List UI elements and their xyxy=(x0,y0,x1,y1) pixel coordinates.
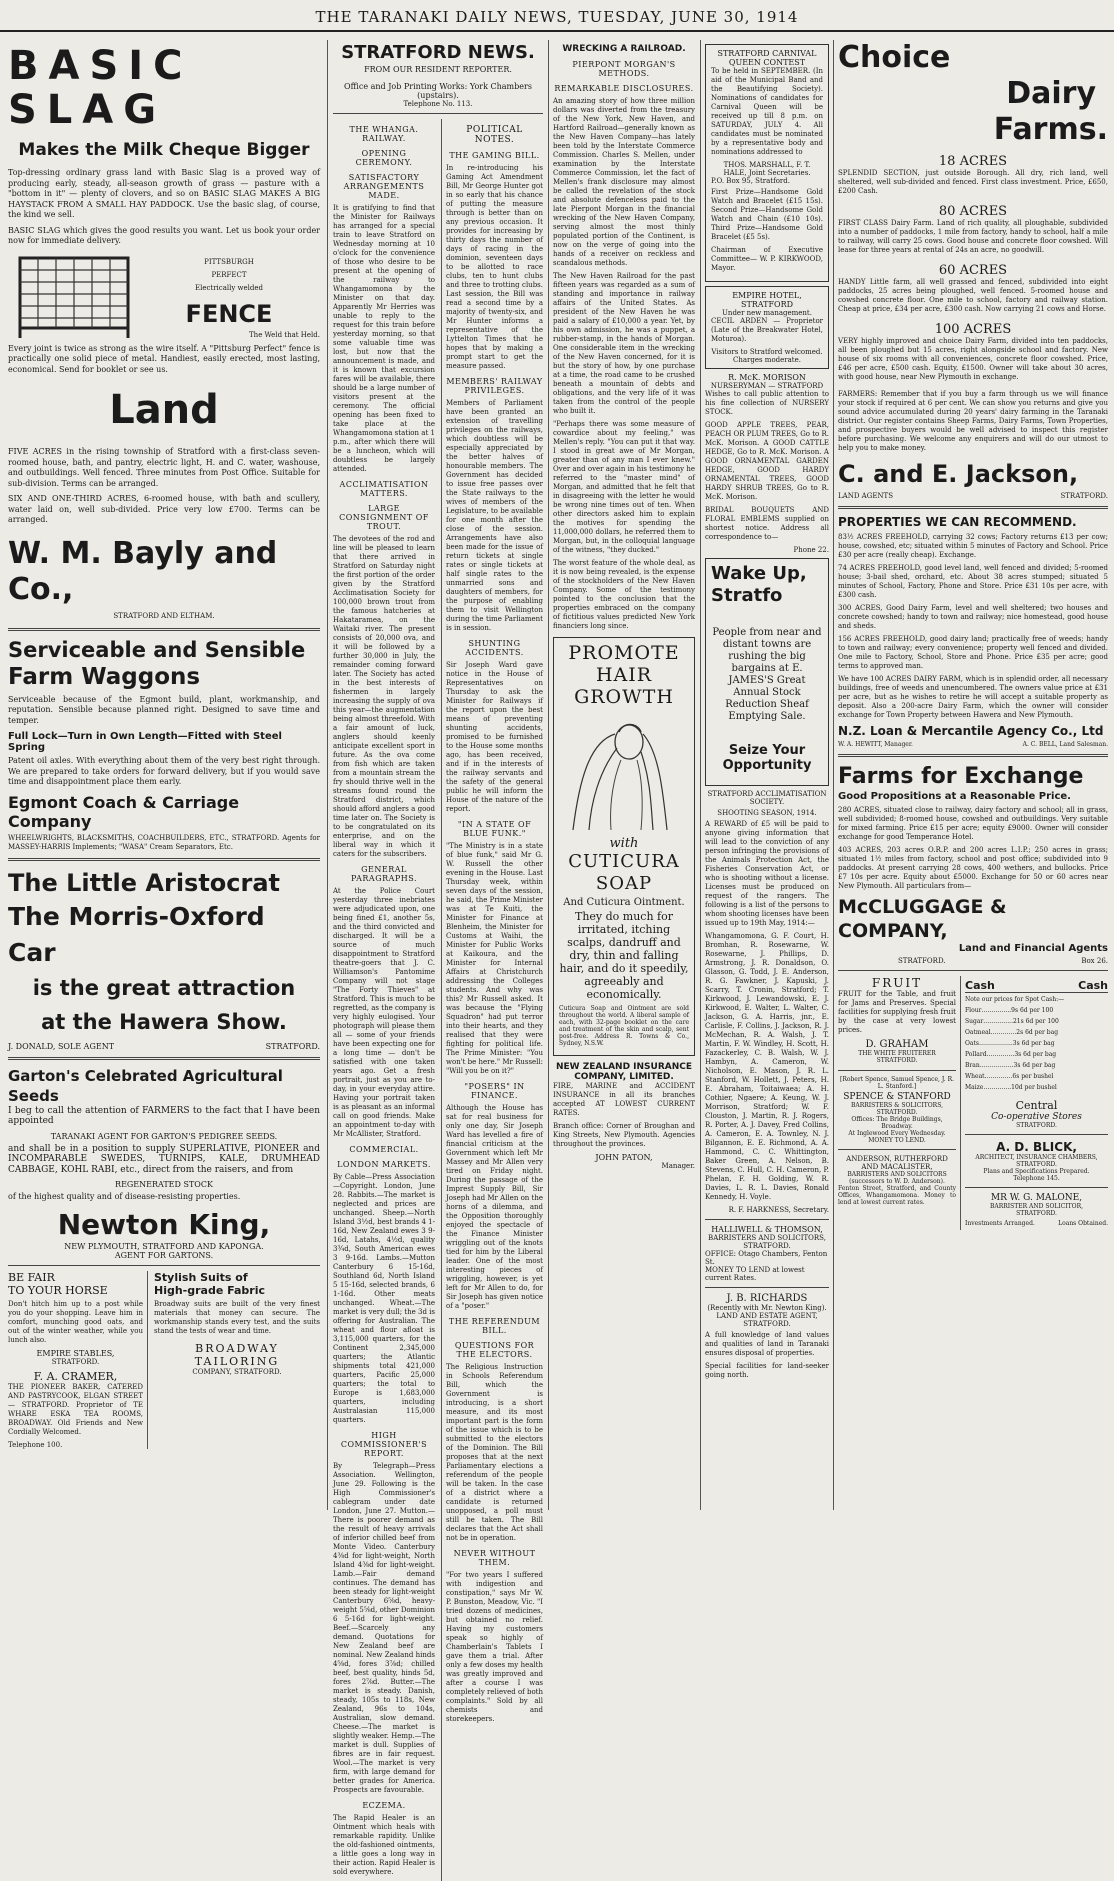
carnival-prizes: First Prize—Handsome Gold Watch and Bracelet (£15 15s). Second Prize—Handsome Gold Watch and Chain (£10 10s). Third Prize—Handsome Gold Bracelet (£5 5s). xyxy=(711,188,823,241)
article-eczema: The Rapid Healer is an Ointment which heals with remarkable rapidity. Unlike the old-fashioned ointments, a little goes a long way in their action. Rapid Healer is sold everywhere. xyxy=(333,1814,435,1876)
fence-brand: PITTSBURGH xyxy=(204,257,254,266)
newton-king-location: NEW PLYMOUTH, STRATFORD AND KAPONGA. xyxy=(64,1241,264,1251)
coop-line-2: Co-operative Stores xyxy=(991,1112,1082,1122)
car-line-4: at the Hawera Show. xyxy=(41,1009,287,1034)
divider xyxy=(965,1134,1108,1135)
fence-weld-note: Electrically welded xyxy=(194,283,264,292)
recommend-item-4: 156 ACRES FREEHOLD, good dairy land; practically free of weeds; handy to town and railway; every convenience; property well fenced and divided. One mile to Factory, School, Store and Phone. Price £35 per acre; good terms to approved man. xyxy=(838,635,1108,670)
mccluggage-box: Box 26. xyxy=(1081,957,1108,965)
farmers-note: FARMERS: Remember that if you buy a farm through us we will finance your stock if required at 6 per cent. We can show you returns and give you sound advice accumulated during 20 years' dairy farming in the Taranaki district. Our register contains Sheep Farms, Dairy Farms, Town Properties, and prospective buyers would be well advised to inspect this register before purchasing. We welcome any enquirers and will do our utmost to help you to make money. xyxy=(838,390,1108,452)
blick-trade: ARCHITECT, INSURANCE CHAMBERS, STRATFORD. xyxy=(975,1154,1098,1168)
recommend-item-2: 74 ACRES FREEHOLD, good level land, well fenced and divided; 5-roomed house; 3-bail shed, orchard, etc. About 38 acres stumped; situated 5 minutes of School, Factory, Phone and Store. Price £31 10s per acre, with £300 cash. xyxy=(838,564,1108,599)
heading-blue-funk: "IN A STATE OF BLUE FUNK." xyxy=(457,820,532,838)
article-blue-funk: "The Ministry is in a state of blue funk," said Mr G. W. Russell the other evening in the House. Last Thursday week, within seven days of the session, he said, the Prime Minister was at Te Kuiti, the Minister for Finance at Blenheim, the Minister for Customs at Waihi, the Minister for Public Works at Kaikoura, and the Minister for Internal Affairs at Christchurch addressing the Colleges students. And why was this? Mr Russell asked. It was because the "Flying Squadron" had put terror into their hearts, and they realised that they were fighting for political life. The Prime Minister: "You won't be here." Mr Russell: "Will you be on it?" xyxy=(446,842,544,1075)
basic-slag-text: Top-dressing ordinary grass land with Basic Slag is a proved way of producing early, steady, all-season growth of grass — pasture with a "bottom in it" — plenty of clovers, and so on BASIC SLAG MAKES A BIG HAYSTACK FROM A SMALL HAY PADDOCK. Use the basic slag, of course, the kind we sell. xyxy=(8,168,320,219)
wake-up-line-3: Seize Your xyxy=(728,743,806,758)
basic-slag-subtitle: Makes the Milk Cheque Bigger xyxy=(18,140,310,160)
article-referendum: The Religious Instruction in Schools Referendum Bill, which the Government is introducing, is a short measure, and its most important part is the form of the issue which is to be submitted to the electors of the Dominion. The Bill proposes that at the next Parliamentary elections a referendum of the people will be taken. In the case of a district where a candidate is returned unopposed, a poll must still be taken. The Bill declares that the Act shall not be in operation. xyxy=(446,1363,543,1542)
exchange-title: Farms for Exchange xyxy=(838,764,1084,789)
column-rule xyxy=(327,40,328,1510)
fair-heading-1: BE FAIR xyxy=(8,1270,55,1284)
column-stratford-news xyxy=(333,40,544,1876)
malone-name: MR W. G. MALONE, xyxy=(990,1193,1083,1203)
article-shunting: Sir Joseph Ward gave notice in the House of Representatives on Thursday to ask the Minister for Railways if the report upon the best means of preventing shunting accidents, promised to be furnished to the House some months ago, has been received, and if in the interests of the railway servants and the safety of the general public he will inform the House of the nature of the report. xyxy=(446,661,543,813)
fruit-text: FRUIT for the Table, and fruit for Jams and Preserves. Special facilities for supplying fresh fruit by the case at very lowest prices. xyxy=(838,990,956,1034)
exchange-item-1: 280 ACRES, situated close to railway, dairy factory and school; all in grass, well subdivided; 8-roomed house, cowshed and outbuildings. Very suitable for mixed farming. Price £15 per acre; equity £9000. Owner will consider exchange for good Temperance Hotel. xyxy=(838,806,1108,841)
car-line-1: The Little Aristocrat xyxy=(8,868,281,897)
acclimatisation-names: Whangamomona, G. F. Court, H. Bromhan, R. Rosewarne, W. Rosewarne, J. Phillips, D. Armstrong, J. R. Donaldson, O. Glasson, G. Todd, J. E. Anderson, R. G. Fawkner, J. Kapuski, J. Scarry, T. Cronin, Stratford; T. Kirkwood, J. Lewandowski, E. J. Kirkwood, E. Walter, L. Walter, C. Jackson, G. A. Harris, jnr., E. Carlisle, F. Collins, J. Jackson, R. J. McMechan, R. A. Walsh, J. T. Martin, F. W. Windley, H. Scott, H. Fazackerley, C. B. Walsh, W. J. Hambyn, A. Cameron, W. Nicholson, E. Mason, J. R. L. Stanford, W. Hollett, J. Peters, H. E. Abraham, Toitaiwaea; A. H. Cothier, Ngaere; A. Keung, W. J. Morrison, Stratford; W. F. Clouston, J. Martin, R. J. Rogers, R. Porter, A. J. Davey, Fred Collins, A. Cameron, E. A. Townley, N. J. Bilgannon, E. E. Richmond, A. A. Hammond, C. C. Whittington, Baker Green, A. Nelson, B. Stevens, C. Hull, C. H. Cameron, P. Phelan, F. H. Golding, W. R. Davies, L. R. L. Davies, Ronald Kennedy, H. Voyle. xyxy=(705,932,829,1201)
richards-trade: LAND AND ESTATE AGENT, STRATFORD. xyxy=(716,1312,818,1328)
bayly-name: W. M. Bayly and Co., xyxy=(8,535,278,607)
carnival-title: STRATFORD CARNIVAL QUEEN CONTEST xyxy=(717,49,817,67)
divider xyxy=(8,1265,320,1266)
halliwell-money: MONEY TO LEND at lowest current Rates. xyxy=(705,1266,805,1282)
empire-hotel-proprietor: CECIL ARDEN — Proprietor (Late of the Breakwater Hotel, Moturoa). xyxy=(711,317,823,343)
nz-loan-salesman: A. C. BELL, Land Salesman. xyxy=(1022,741,1108,748)
cuticura-text: They do much for irritated, itching scalps, dandruff and dry, thin and falling hair, and do it speedily, agreeably and economically. xyxy=(559,910,689,1001)
garton-title: Garton's Celebrated Agricultural Seeds xyxy=(8,1066,283,1105)
fair-text: Don't hitch him up to a post while you do your shopping. Leave him in comfort, munching good oats, and out of the winter weather, while you lunch also. xyxy=(8,1299,143,1344)
anderson-trade: BARRISTERS AND SOLICITORS (successors to W. D. Anderson). xyxy=(847,1171,947,1185)
exchange-item-2: 403 ACRES, 203 acres O.R.P. and 200 acres L.I.P.; 250 acres in grass; situated 1½ miles from factory, school and post office; subdivided into 9 paddocks. At present carrying 28 cows, 400 wethers, and bullocks. Price £7 10s per acre. Equity about £5000. Exchange for 50 or 60 acres near New Plymouth. All particulars from— xyxy=(838,846,1108,890)
morison-trade: NURSERYMAN — STRATFORD xyxy=(710,382,824,390)
richards-text: A full knowledge of land values and qualities of land in Taranaki ensures disposal of properties. xyxy=(705,1331,829,1357)
fair-heading-2: TO YOUR HORSE xyxy=(8,1283,108,1297)
richards-recently: (Recently with Mr. Newton King). xyxy=(707,1304,827,1312)
land-title: Land xyxy=(109,387,219,433)
stratford-news-byline: FROM OUR RESIDENT REPORTER. xyxy=(364,65,512,74)
column-rule xyxy=(548,40,549,1510)
empire-hotel-management: Under new management. xyxy=(722,309,812,317)
waggon-text: Serviceable because of the Egmont build, plant, workmanship, and reputation. Sensible because planned right. Designed to save time and temper. xyxy=(8,694,320,725)
acres-18: 18 ACRES xyxy=(938,154,1008,169)
wake-up-text: People from near and distant towns are rushing the big bargains at E. JAMES'S Great Annual Stock Reduction Sheaf Emptying Sale. xyxy=(712,627,822,722)
mccluggage-trade: Land and Financial Agents xyxy=(958,943,1108,954)
morison-text: Wishes to call public attention to his fine collection of NURSERY STOCK. xyxy=(705,390,829,416)
divider xyxy=(838,1149,956,1150)
jackson-land-agents: LAND AGENTS xyxy=(838,492,894,500)
divider xyxy=(838,754,1108,757)
column-wrecking-railroad xyxy=(553,40,695,1510)
farms-title: Farms. xyxy=(993,112,1108,147)
heading-trout: LARGE CONSIGNMENT OF TROUT. xyxy=(339,504,429,531)
article-wrecking-3: "Perhaps there was some measure of cowardice about my feeling," was Mellen's reply. "You can put it that way. I stood in great awe of Mr Morgan, greater than of any man I ever knew." Over and over again in his testimony he referred to the "master mind" of Morgan, and admitted that he felt that in disagreeing with the letter he would be wrong nine times out of ten. When other directors asked him to explain the motives for spending the 11,000,000 dollars, he referred them to Morgan, but, in the colloquial language of the witness, "they ducked." xyxy=(553,420,695,554)
wake-up-line-4: Opportunity xyxy=(722,758,812,773)
cash-heading-left: Cash xyxy=(965,979,995,992)
carnival-chairman: Chairman of Executive Committee— W. P. KIRKWOOD, Mayor. xyxy=(711,246,823,272)
basic-slag-title: BASIC SLAG xyxy=(8,43,193,133)
empire-hotel-name: EMPIRE HOTEL, STRATFORD xyxy=(732,291,802,309)
cash-item: Sugar…………...21s 6d per 100 xyxy=(965,1018,1059,1025)
recommend-item-5: We have 100 ACRES DAIRY FARM, which is in splendid order, all necessary buildings, free of weeds and unencumbered. The owners value price at £31 per acre, but as he wishes to retire he will accept a suitable property as deposit. Also a 200-acre Dairy Farm, which the owner will consider exchange for Town Property between Hawera and New Plymouth. xyxy=(838,675,1108,719)
malone-location: STRATFORD. xyxy=(1016,1210,1057,1217)
heading-general: GENERAL PARAGRAPHS. xyxy=(350,865,417,883)
article-wrecking-4: The worst feature of the whole deal, as it is now being revealed, is the expense of the stockholders of the New Haven Company. Some of the testimony pointed to the conclusion that the properties embraced on the company of fictitious values predicted New York financiers long since. xyxy=(553,559,695,630)
heading-railway-privileges: MEMBERS' RAILWAY PRIVILEGES. xyxy=(446,377,543,395)
spence-trade: BARRISTERS & SOLICITORS, STRATFORD. xyxy=(850,1102,943,1116)
stables-name: EMPIRE STABLES, xyxy=(36,1348,115,1358)
acres-100: 100 ACRES xyxy=(934,322,1012,337)
cuticura-ad xyxy=(553,637,695,1056)
article-posers: Although the House has sat for real business for only one day, Sir Joseph Ward has levelled a fire of financial criticism at the Government which left Mr Massey and Mr Allen very tired on Friday night. During the passage of the Imprest Supply Bill, Sir Joseph had Mr Allen on the horns of a dilemma, and the Opposition thoroughly enjoyed the spectacle of the Finance Minister wriggling out of the knots tied for him by the Liberal leader. One of the most interesting pieces of wriggling, however, is yet left for Mr Allen to do, for Sir Joseph has given notice of a "poser." xyxy=(446,1104,543,1310)
article-whanga: It is gratifying to find that the Minister for Railways has arranged for a special train to leave Stratford on Wednesday morning at 10 o'clock for the convenience of those who desire to be present at the opening of the railway to Whangamomona by the Minister on that day. Apparently Mr Herries was unable to reply to the request for this train before yesterday morning, so that some valuable time was lost, but now that the announcement is made, and it is known that excursion fares will be available, there should be a large number of visitors present at the ceremony. The official opening has been fixed to take place at the Whangamomona station at 1 p.m., after which there will be a luncheon, which will doubtless be largely attended. xyxy=(333,204,435,473)
nz-insurance-text-2: Branch office: Corner of Broughan and King Streets, New Plymouth. Agencies throughout the provinces. xyxy=(553,1122,695,1148)
car-location: STRATFORD. xyxy=(265,1041,320,1051)
cuticura-fine-print: Cuticura Soap and Ointment are sold throughout the world. A liberal sample of each, with 32-page booklet on the care and treatment of the skin and scalp, sent post-free. Address R. Towns & Co., Sydney, N.S.W. xyxy=(559,1005,689,1047)
article-wrecking-1: An amazing story of how three million dollars was diverted from the treasury of the New York, New Haven, and Hartford Railroad—generally known as the New Haven Company—has lately been told by the Interstate Commerce Commission. Charles S. Mellen, under examination by the Interstate Commerce Commission, let the fact of Mellen's frank disclosure may almost be called the revelation of the stock and absolute defenceless paid to the late Pierpont Morgan in the financial wrecking of the New Haven Company, serving almost the most thinly populated portion of the Continent, is now on the verge of going into the hands of a receiver on reckless and scandalous methods. xyxy=(553,97,695,267)
divider xyxy=(705,1219,829,1220)
malone-investments: Investments Arranged. xyxy=(965,1220,1035,1227)
divider xyxy=(838,970,1108,971)
cash-item: Oats……………..3s 6d per bag xyxy=(965,1040,1055,1047)
heading-posers: "POSERS" IN FINANCE. xyxy=(464,1082,525,1100)
halliwell-office: OFFICE: Otago Chambers, Fenton St. xyxy=(705,1250,828,1266)
heading-high-commissioner: HIGH COMMISSIONER'S REPORT. xyxy=(340,1431,428,1458)
wake-up-line-1: Wake Up, xyxy=(711,563,807,584)
cuticura-ointment: And Cuticura Ointment. xyxy=(563,897,685,908)
nz-insurance-role: Manager. xyxy=(661,1162,695,1170)
car-agent: J. DONALD, SOLE AGENT xyxy=(8,1041,115,1051)
car-line-2: The Morris-Oxford Car xyxy=(8,901,265,967)
fruit-heading: FRUIT xyxy=(871,976,923,990)
bottom-ads xyxy=(8,1271,320,1449)
malone-loans: Loans Obtained. xyxy=(1058,1220,1108,1227)
heading-eczema: ECZEMA. xyxy=(362,1801,406,1810)
fence-perfect: PERFECT xyxy=(211,270,247,279)
egmont-subtitle: WHEELWRIGHTS, BLACKSMITHS, COACHBUILDERS, ETC., STRATFORD. Agents for MASSEY-HARRIS Implements; "WASA" Cream Separators, Etc. xyxy=(8,833,320,851)
blick-name: A. D. BLICK, xyxy=(996,1140,1077,1154)
wake-up-ad xyxy=(705,558,829,786)
telephone-line: Telephone No. 113. xyxy=(403,100,473,108)
morison-name: R. McK. MORISON xyxy=(728,373,806,382)
dairy-title: Dairy xyxy=(1006,76,1096,111)
empire-hotel-ad xyxy=(705,286,829,369)
mccluggage-location: STRATFORD. xyxy=(898,957,946,965)
garton-text-2: and shall be in a position to supply SUPERLATIVE, PIONEER and INCOMPARABLE SWEDES, TURNIPS, KALE, DRUMHEAD CABBAGE, KOHL RABI, etc., direct from the raisers, and from xyxy=(8,1143,320,1175)
exchange-subtitle: Good Propositions at a Reasonable Price. xyxy=(838,791,1071,802)
column-advertisements-left xyxy=(8,40,320,1510)
heading-questions: QUESTIONS FOR THE ELECTORS. xyxy=(454,1341,535,1359)
waggon-text-2: Patent oil axles. With everything about them of the very best right through. We are prepared to take orders for forward delivery, but if you would save time and disappointment place them early. xyxy=(8,756,320,786)
cash-item: Flour…………...9s 6d per 100 xyxy=(965,1007,1054,1014)
basic-slag-text-2: BASIC SLAG which gives the good results you want. Let us book your order now for immediate delivery. xyxy=(8,225,320,245)
stables-location: STRATFORD. xyxy=(51,1357,100,1366)
fence-illustration xyxy=(8,252,138,340)
suits-heading-2: High-grade Fabric xyxy=(154,1283,266,1297)
acres-60-text: HANDY Little farm, all well grassed and fenced, subdivided into eight paddocks, 25 acres being ploughed, well fenced. 5-roomed house and cowshed concrete floor. One mile to school, factory and railway station. Cheap at price, £34 per acre, £300 cash. Now carrying 21 cows and Horse. xyxy=(838,278,1108,313)
empire-hotel-welcome: Visitors to Stratford welcomed. xyxy=(711,348,823,356)
heading-political-notes: POLITICAL NOTES. xyxy=(466,125,523,145)
tailoring-line-1: BROADWAY xyxy=(195,1341,279,1355)
acres-18-text: SPLENDID SECTION, just outside Borough. All dry, rich land, well sheltered, well sub-divided and fenced. First class investment. Price, £650, £200 Cash. xyxy=(838,169,1108,195)
cash-item: Oatmeal………....2s 6d per bag xyxy=(965,1029,1059,1036)
heading-commercial: COMMERCIAL. xyxy=(349,1145,419,1154)
richards-name: J. B. RICHARDS xyxy=(726,1293,808,1304)
spence-inglewood: At Inglewood Every Wednesday. xyxy=(848,1130,946,1137)
heading-acclimatisation: ACCLIMATISATION MATTERS. xyxy=(339,480,429,498)
carnival-text: To be held in SEPTEMBER. (In aid of the Municipal Band and the Beautifying Society). Nominations of candidates for Carnival Queen will be received up till 8 p.m. on SATURDAY, JULY 4. All candidates must be nominated by a representative body and nominations addressed to xyxy=(711,67,823,156)
carnival-secretaries: THOS. MARSHALL, F. T. HALE, Joint Secretaries. xyxy=(723,161,811,177)
coop-line-1: Central xyxy=(1015,1099,1058,1112)
heading-referendum: THE REFERENDUM BILL. xyxy=(448,1317,541,1335)
cramer-telephone: Telephone 100. xyxy=(8,1440,63,1449)
waggon-heading-2: Farm Waggons xyxy=(8,663,201,690)
tailoring-line-2: TAILORING xyxy=(194,1354,280,1368)
recommend-item-3: 300 ACRES, Good Dairy Farm, level and well sheltered; two houses and concrete cowshed; handy to town and railway; nice homestead, good house and sheds. xyxy=(838,604,1108,630)
heading-shunting: SHUNTING ACCIDENTS. xyxy=(465,639,524,657)
cuticura-with: with xyxy=(609,836,639,851)
car-line-3: is the great attraction xyxy=(32,975,296,1000)
morison-text-3: BRIDAL BOUQUETS AND FLORAL EMBLEMS supplied on shortest notice. Address all correspondence to— xyxy=(705,506,829,541)
article-general: At the Police Court yesterday three inebriates were adjudicated upon, one being fined £1, another 5s, and the third convicted and discharged. It will be a source of much disappointment to Stratford theatre-goers that J. C. Williamson's Pantomime Company will not stage "The Forty Thieves" at Stratford. This is much to be regretted, as the company is very highly eulogised. Your photograph will please them all — some of your friends have been expecting one for a long time — don't be satisfied with one taken years ago. Get a fresh portrait, just as you are to-day, in your everyday attire. Having your portrait taken is as pleasant as an informal call on good friends. Make an appointment to-day with Mr McAllister, Stratford. xyxy=(333,887,435,1138)
land-text-2: SIX AND ONE-THIRD ACRES, 6-roomed house, with bath and scullery, water laid on, well sub-divided. Price very low £700. Terms can be arranged. xyxy=(8,494,320,524)
anderson-name: ANDERSON, RUTHERFORD AND MACALISTER, xyxy=(846,1155,948,1171)
heading-wrecking: WRECKING A RAILROAD. xyxy=(562,44,686,54)
tailoring-line-3: COMPANY, STRATFORD. xyxy=(192,1367,282,1376)
newton-king-name: Newton King, xyxy=(57,1207,271,1241)
acclimatisation-text: A REWARD of £5 will be paid to anyone giving information that will lead to the conviction of any person infringing the provisions of the Animals Protection Act, the Fisheries Conservation Act, or who is shooting without a license. Licenses must be produced on request of the rangers. The following is a list of the persons to whom shooting licenses have been issued up to 19th May, 1914:— xyxy=(705,820,829,927)
mccluggage-name: McCLUGGAGE & COMPANY, xyxy=(838,896,1007,942)
divider xyxy=(8,628,320,631)
cuticura-title: PROMOTE HAIR GROWTH xyxy=(568,642,680,708)
heading-gaming-bill: THE GAMING BILL. xyxy=(449,151,540,160)
acres-60: 60 ACRES xyxy=(938,263,1008,278)
jackson-name: C. and E. Jackson, xyxy=(838,460,1079,488)
nz-insurance-manager: JOHN PATON, xyxy=(595,1153,653,1162)
office-line: Office and Job Printing Works: York Chambers (upstairs). xyxy=(344,82,532,100)
article-trout: The devotees of the rod and line will be pleased to learn that there arrived in Stratford on Saturday night the first portion of the order given by the Stratford Acclimatisation Society for 100,000 brown trout from the famous hatcheries at Hakataramea, on the Waitaki river. The present consists of 20,000 ova, and it will be followed by a further 30,000 in July, the remainder coming forward later. The Society has acted in the best interests of fishermen in largely increasing the supply of ova this year—the augmentation being almost threefold. With a fair amount of luck, anglers should keenly anticipate excellent sport in future. As the ova come from fish which are taken from a mountain stream the fry should thrive well in the streams found round the Stratford district, which should afford anglers a good time later on. The Society is to be congratulated on its enterprise, and on the liberal way in which it caters for the subscribers. xyxy=(333,535,435,858)
masthead-text: THE TARANAKI DAILY NEWS, TUESDAY, JUNE 30, 1914 xyxy=(315,8,799,26)
article-wrecking-2: The New Haven Railroad for the past fifteen years was regarded as a sum of standing and importance in railway affairs of the United States. As president of the New Haven he was paid a salary of £10,000 a year. Yet, by his own admission, he was a puppet, a rubber-stamp, in the hands of Morgan. One considerable item in the wrecking of the New Haven concerned, for it is but the story of how, by one purchase at a time, the road came to be crushed beneath a mountain of debts and obligations, and the very life of it was taken from the control of the people who built it. xyxy=(553,272,695,415)
graham-trade: THE WHITE FRUITERER xyxy=(858,1050,936,1057)
acclimatisation-society: STRATFORD ACCLIMATISATION SOCIETY. xyxy=(707,790,827,806)
blick-telephone: Telephone 145. xyxy=(1013,1175,1060,1182)
divider xyxy=(333,113,543,114)
carnival-ad xyxy=(705,44,829,282)
wake-up-line-2: Stratfo xyxy=(711,585,783,606)
column-notices xyxy=(705,40,829,1510)
divider xyxy=(705,1287,829,1288)
divider xyxy=(838,506,1108,509)
heading-morgan: PIERPONT MORGAN'S METHODS. xyxy=(572,60,676,78)
article-never-without: "For two years I suffered with indigestion and constipation," says Mr W. P. Bunston, Meadow, Vic. "I tried dozens of medicines, but obtained no relief. Having my customers speak so highly of Chamberlain's Tablets I gave them a trial. After only a few doses my health was greatly improved and after a course I was completely relieved of both complaints." Sold by all chemists and storekeepers. xyxy=(446,1571,543,1723)
choice-title: Choice xyxy=(838,40,951,75)
acres-100-text: VERY highly improved and choice Dairy Farm, divided into ten paddocks, all been ploughed but 15 acres, right alongside school and factory. New house of six rooms with all conveniences, concrete floor cowshed. Price, £46 per acre, £500 cash. Equity, £1500. Owner will take about 30 acres, with good house, near New Plymouth in exchange. xyxy=(838,337,1108,381)
cramer-name: F. A. CRAMER, xyxy=(33,1369,118,1383)
recommend-heading: PROPERTIES WE CAN RECOMMEND. xyxy=(838,515,1077,529)
stratford-news-title: STRATFORD NEWS. xyxy=(341,42,535,63)
jackson-location: STRATFORD. xyxy=(1060,492,1108,500)
garton-regenerated: REGENERATED STOCK xyxy=(115,1180,213,1189)
suits-heading-1: Stylish Suits of xyxy=(154,1270,248,1284)
garton-text-3: of the highest quality and of disease-resisting properties. xyxy=(8,1192,241,1201)
article-high-commissioner: By Telegraph—Press Association. Wellington, June 29. Following is the High Commissioner's cablegram under date London, June 27. Mutton.—There is poorer demand as the result of heavy arrivals of inferior chilled beef from Monte Video. Canterbury 4⅜d for light-weight, North Island 4⅜d for light-weight. Lamb.—Fair demand continues. The demand has been steady for light-weight Canterbury 6⅝d, heavy-weight 5⅝d, other Dominion 6 5-16d for light-weight. Beef.—Scarcely any demand. Quotations for New Zealand beef are nominal. New Zealand hinds 4⅝d, fores 3⅞d; chilled beef, best quality, hinds 5d, fores 2⅞d. Butter.—The market is steady. Danish, steady, 105s to 118s, New Zealand, 96s to 104s, Australian, slow demand. Cheese.—The market is slightly weaker. Hemp.—The market is dull. Supplies of fibres are in fair request. Wool.—The market is very firm, with large demand for better grades for America. Prospects are favourable. xyxy=(333,1462,435,1794)
land-text-1: FIVE ACRES in the rising township of Stratford with a first-class seven-roomed house, bath, and pantry, electric light, H. and C. water, washouse, and outbuildings. Well fenced. Three minutes from Post Office. Suitable for sub-division. Terms can be arranged. xyxy=(8,447,320,488)
cash-item: Wheat…………..6s per bushel xyxy=(965,1073,1054,1080)
column-rule xyxy=(833,40,834,1510)
acclimatisation-secretary: R. F. HARKNESS, Secretary. xyxy=(728,1206,829,1214)
fence-title: FENCE xyxy=(185,299,273,328)
cash-item: Bran……………..3s 6d per bag xyxy=(965,1062,1056,1069)
acres-80-text: FIRST CLASS Dairy Farm. Land of rich quality, all ploughable, subdivided into a number of paddocks, 1 mile from factory, handy to school, half a mile to railway, will carry 25 cows. Good house and concrete floor cowshed. Will lease for three years at rental of 24s an acre, no goodwill. xyxy=(838,219,1108,254)
graham-name: D. GRAHAM xyxy=(865,1039,929,1050)
heading-opening-ceremony: OPENING CEREMONY. xyxy=(355,149,413,167)
malone-trade: BARRISTER AND SOLICITOR, xyxy=(989,1203,1084,1210)
column-farms xyxy=(838,40,1108,1510)
shooting-season: SHOOTING SEASON, 1914. xyxy=(717,809,817,817)
empire-hotel-charges: Charges moderate. xyxy=(732,356,801,364)
fence-ad xyxy=(8,252,320,340)
fence-tagline: The Weld that Held. xyxy=(249,330,320,339)
article-railway-privileges: Members of Parliament have been granted an extension of travelling privileges on the railways, which doubtless will be especially appreciated by the better halves of honourable members. The Government has decided to issue free passes over the State railways to the wives of members of the Legislature, to be available for one month after the close of the session. Arrangements have also been made for the issue of return tickets at single rates or single tickets at half single rates to the unmarried sons and daughters of members, for the purpose of enabling them to visit Wellington during the time Parliament is in session. xyxy=(446,399,543,632)
graham-location: STRATFORD. xyxy=(876,1057,918,1064)
heading-whanga-railway: THE WHANGA. RAILWAY. xyxy=(349,125,419,143)
cash-item: Pollard…………..3s 6d per bag xyxy=(965,1051,1057,1058)
fence-text: Every joint is twice as strong as the wire itself. A "Pittsburg Perfect" fence is practically one solid piece of metal. Handiest, easily erected, most lasting, economical. Send for booklet or see us. xyxy=(8,343,320,374)
carnival-box: P.O. Box 95, Stratford. xyxy=(711,177,790,185)
divider xyxy=(838,1070,956,1071)
divider xyxy=(8,1057,320,1060)
nz-loan-name: N.Z. Loan & Mercantile Agency Co., Ltd xyxy=(838,724,1104,738)
heading-london-markets: LONDON MARKETS. xyxy=(337,1160,431,1169)
richards-text-2: Special facilities for land-seeker going north. xyxy=(705,1362,829,1379)
nz-loan-manager: W. A. HEWITT, Manager. xyxy=(838,741,913,748)
waggon-lock-heading: Full Lock—Turn in Own Length—Fitted with Steel Spring xyxy=(8,731,282,753)
masthead xyxy=(0,6,1114,32)
egmont-name: Egmont Coach & Carriage Company xyxy=(8,792,240,831)
morison-text-2: GOOD APPLE TREES, PEAR, PEACH OR PLUM TREES, Go to R. McK. Morison. A GOOD CATTLE HEDGE, Go to R. McK. Morison. A GOOD ORNAMENTAL GARDEN HEDGE, GOOD HARDY ORNAMENTAL TREES, GOOD HARDY SHRUB TREES, Go to R. McK. Morison. xyxy=(705,421,829,501)
bayly-location: STRATFORD AND ELTHAM. xyxy=(113,611,215,620)
divider xyxy=(965,1187,1108,1188)
morison-phone: Phone 22. xyxy=(793,546,829,554)
heading-satisfactory: SATISFACTORY ARRANGEMENTS MADE. xyxy=(343,173,425,200)
heading-never-without: NEVER WITHOUT THEM. xyxy=(453,1549,536,1567)
blick-plans: Plans and Specifications Prepared. xyxy=(983,1168,1090,1175)
garton-agent: TARANAKI AGENT FOR GARTON'S PEDIGREE SEEDS. xyxy=(50,1131,278,1141)
divider xyxy=(8,858,320,861)
newton-king-agent: AGENT FOR GARTONS. xyxy=(114,1250,214,1260)
cash-note: Note our prices for Spot Cash:— xyxy=(965,996,1065,1003)
spence-money: MONEY TO LEND. xyxy=(868,1137,926,1144)
spence-offices: Offices: The Bridge Buildings, Broadway. xyxy=(851,1116,943,1130)
anderson-address: Fenton Street, Stratford, and County Offices, Whangamomona. Money to lend at lowest current rates. xyxy=(838,1185,956,1206)
nz-insurance-text: FIRE, MARINE and ACCIDENT INSURANCE in all its branches accepted AT LOWEST CURRENT RATES. xyxy=(553,1082,695,1117)
cash-heading-right: Cash xyxy=(1078,979,1108,992)
coop-location: STRATFORD. xyxy=(1016,1122,1057,1129)
cash-item: Maize…………..10d per bushel xyxy=(965,1084,1057,1091)
heading-disclosures: REMARKABLE DISCLOSURES. xyxy=(554,84,694,93)
halliwell-trade: BARRISTERS AND SOLICITORS, STRATFORD. xyxy=(708,1234,826,1250)
acres-80: 80 ACRES xyxy=(938,204,1008,219)
article-london-markets: By Cable—Press Association—Copyright. London, June 28. Rabbits.—The market is neglected and prices are unchanged. Sheep.—North Island 3½d, best brands 4 1-16d, New Zealand ewes 3 9-16d, Latahs, 4½d, quality 3¾d, South American ewes 3 9-16d. Lambs.—Mutton Canterbury 6 15-16d, Southland 6d, North Island 5 15-16d, selected brands, 6 1-16d. Other meats unchanged. Wheat.—The market is very dull; the 3d is offering for Australian. The wheat and flour afloat is 3,115,000 quarters, for the Continent 2,345,000 quarters; the Atlantic shipments total 421,000 quarters, Pacific 25,000 quarters; the total to Europe is 1,683,000 quarters, including Australasian 115,000 quarters. xyxy=(333,1173,435,1424)
cramer-text: THE PIONEER BAKER, CATERED AND PASTRYCOOK, ELGAN STREET — STRATFORD. Proprietor of TE WHARE ESKA TEA ROOMS, BROADWAY. Old Friends and New Cordially Welcomed. xyxy=(8,1382,143,1436)
recommend-item-1: 83½ ACRES FREEHOLD, carrying 32 cows; Factory returns £13 per cow; house, cowshed, etc; situated within 5 minutes of Factory and School. Price £30 per acre (really cheap). Exchange. xyxy=(838,533,1108,559)
halliwell-name: HALLIWELL & THOMSON, xyxy=(711,1225,823,1234)
cuticura-soap: CUTICURA SOAP xyxy=(568,851,680,894)
spence-name: SPENCE & STANFORD xyxy=(843,1092,951,1102)
garton-text: I beg to call the attention of FARMERS to the fact that I have been appointed xyxy=(8,1105,320,1126)
column-rule xyxy=(700,40,701,1510)
spence-partners: [Robert Spence, Samuel Spence, J. R. L. Stanford.] xyxy=(839,1076,955,1090)
nz-insurance-name: NEW ZEALAND INSURANCE COMPANY, LIMITED. xyxy=(555,1062,693,1082)
suits-text: Broadway suits are built of the very finest materials that money can secure. The workmanship stands every test, and the suits stand the tests of wear and time. xyxy=(154,1299,320,1335)
waggon-heading-1: Serviceable and Sensible xyxy=(8,637,306,662)
woman-hair-illustration xyxy=(559,712,689,832)
article-gaming-bill: In re-introducing his Gaming Act Amendment Bill, Mr George Hunter got in so early that his chance of putting the measure through is better than on any previous occasion. It provides for increasing by thirty days the number of days of racing in the dominion, seventeen days to be allotted to race clubs, ten to hunt clubs and three to trotting clubs. Last session, the Bill was read a second time by a majority of twenty-six, and Mr Hunter informs a representative of the Lyttelton Times that he hopes that by making a prompt start to get the measure passed. xyxy=(446,164,543,370)
